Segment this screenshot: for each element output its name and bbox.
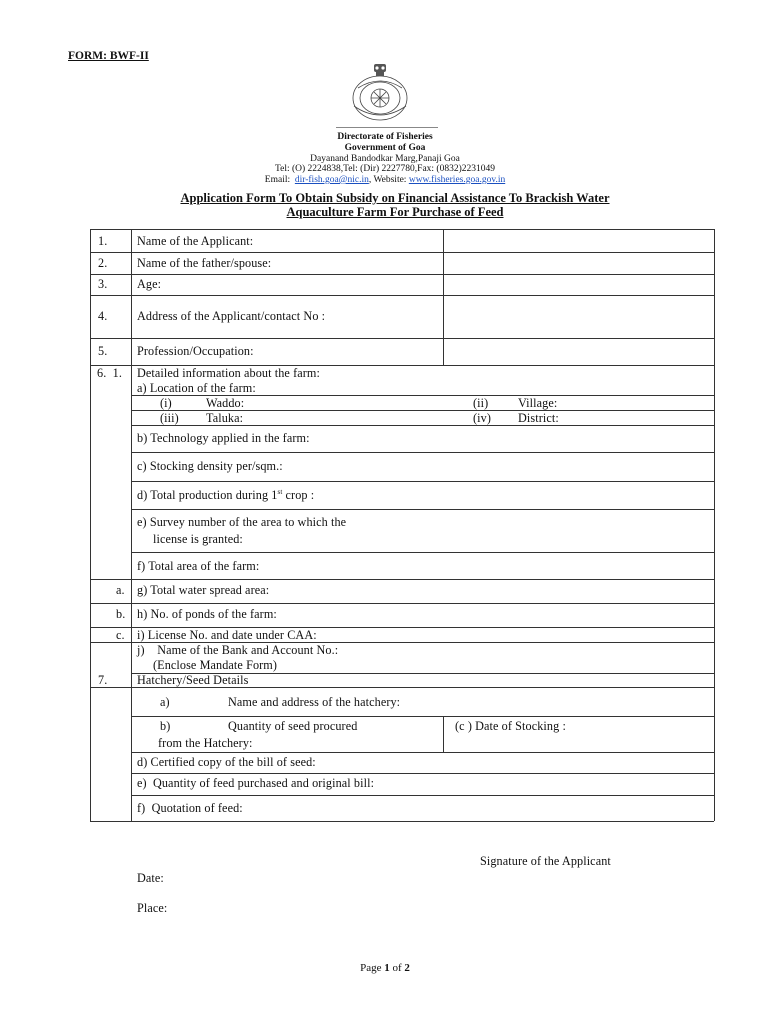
row-divider	[131, 481, 714, 482]
form-code: FORM: BWF-II	[68, 50, 149, 62]
stocking-date-label: (c ) Date of Stocking :	[455, 719, 566, 733]
value-column-divider	[443, 229, 444, 365]
row-letter: b.	[116, 607, 126, 621]
row-number: 6. 1.	[97, 366, 122, 380]
website-link[interactable]: www.fisheries.goa.gov.in	[408, 175, 506, 185]
row-number: 1.	[98, 234, 108, 248]
table-border-right	[714, 229, 715, 821]
row-number: 7.	[98, 673, 108, 687]
village-label: Village:	[518, 396, 558, 410]
page-of: of	[389, 962, 405, 974]
row-divider	[131, 716, 714, 717]
address-contact-label: Address of the Applicant/contact No :	[137, 309, 326, 323]
father-spouse-label: Name of the father/spouse:	[137, 256, 272, 270]
total-production-tail: crop :	[282, 488, 315, 503]
page-total: 2	[404, 962, 410, 974]
row-divider	[90, 274, 714, 275]
farm-details-label: Detailed information about the farm:	[137, 366, 320, 380]
value-column-divider-hatchery	[443, 716, 444, 752]
technology-label: b) Technology applied in the farm:	[137, 431, 310, 445]
age-label: Age:	[137, 277, 162, 291]
table-column-divider	[131, 229, 132, 821]
location-item-number: (i)	[160, 396, 172, 410]
stocking-density-label: c) Stocking density per/sqm.:	[137, 459, 283, 473]
water-spread-label: g) Total water spread area:	[137, 583, 270, 597]
table-border-top	[90, 229, 714, 230]
row-letter: c.	[116, 628, 125, 642]
form-title-line-2: Aquaculture Farm For Purchase of Feed	[286, 205, 504, 219]
row-divider	[131, 752, 714, 753]
row-divider	[131, 795, 714, 796]
header-divider	[336, 127, 438, 128]
ordinal-suffix: st	[277, 488, 283, 496]
location-item-number: (ii)	[473, 396, 489, 410]
row-divider	[131, 509, 714, 510]
feed-purchase-label: e) Quantity of feed purchased and original bill:	[137, 776, 375, 790]
row-divider	[90, 579, 714, 580]
seed-quantity-label: Quantity of seed procured	[228, 719, 358, 733]
row-divider	[131, 773, 714, 774]
department-contact	[0, 175, 770, 186]
row-divider	[131, 552, 714, 553]
website-label: , Website:	[368, 175, 407, 185]
table-border-bottom	[90, 821, 714, 822]
signature-label: Signature of the Applicant	[480, 854, 611, 868]
bank-account-label: j) Name of the Bank and Account No.:	[137, 643, 339, 657]
waddo-label: Waddo:	[206, 396, 245, 410]
place-label: Place:	[137, 901, 168, 915]
row-divider	[131, 452, 714, 453]
survey-number-label-cont: license is granted:	[153, 532, 243, 546]
row-letter: a.	[116, 583, 125, 597]
applicant-name-label: Name of the Applicant:	[137, 234, 254, 248]
hatchery-item-letter: a)	[160, 695, 170, 709]
department-phone: Tel: (O) 2224838,Tel: (Dir) 2227780,Fax: (0832)2231049	[274, 164, 496, 174]
seed-bill-label: d) Certified copy of the bill of seed:	[137, 755, 316, 769]
row-divider	[90, 338, 714, 339]
row-number: 3.	[98, 277, 108, 291]
ponds-label: h) No. of ponds of the farm:	[137, 607, 277, 621]
government-name: Government of Goa	[344, 143, 426, 153]
page-number	[0, 962, 770, 974]
profession-label: Profession/Occupation:	[137, 344, 254, 358]
row-number: 4.	[98, 309, 108, 323]
row-divider	[90, 603, 714, 604]
total-production-label	[137, 488, 314, 503]
department-address: Dayanand Bandodkar Marg,Panaji Goa	[310, 154, 460, 164]
total-area-label: f) Total area of the farm:	[137, 559, 260, 573]
goa-government-emblem-icon	[346, 58, 414, 124]
total-production-text: d) Total production during 1	[137, 488, 278, 503]
page-prefix: Page	[360, 962, 385, 974]
mandate-form-note: (Enclose Mandate Form)	[153, 658, 278, 672]
location-item-number: (iv)	[473, 411, 491, 425]
email-label: Email:	[264, 175, 291, 185]
feed-quotation-label: f) Quotation of feed:	[137, 801, 243, 815]
hatchery-item-letter: b)	[160, 719, 171, 733]
row-divider	[90, 252, 714, 253]
license-label: i) License No. and date under CAA:	[137, 628, 317, 642]
form-title-line-1: Application Form To Obtain Subsidy on Financial Assistance To Brackish Water	[180, 191, 610, 205]
page-current: 1	[384, 962, 390, 974]
table-border-left	[90, 229, 91, 821]
taluka-label: Taluka:	[206, 411, 244, 425]
email-link[interactable]: dir-fish.goa@nic.in	[294, 175, 369, 185]
date-label: Date:	[137, 871, 164, 885]
seed-quantity-label-cont: from the Hatchery:	[158, 736, 253, 750]
farm-location-label: a) Location of the farm:	[137, 381, 256, 395]
hatchery-details-label: Hatchery/Seed Details	[137, 673, 249, 687]
survey-number-label: e) Survey number of the area to which the	[137, 515, 347, 529]
location-item-number: (iii)	[160, 411, 179, 425]
row-number: 5.	[98, 344, 108, 358]
district-label: District:	[518, 411, 559, 425]
row-divider	[90, 295, 714, 296]
department-name: Directorate of Fisheries	[337, 132, 433, 142]
row-number: 2.	[98, 256, 108, 270]
hatchery-address-label: Name and address of the hatchery:	[228, 695, 401, 709]
